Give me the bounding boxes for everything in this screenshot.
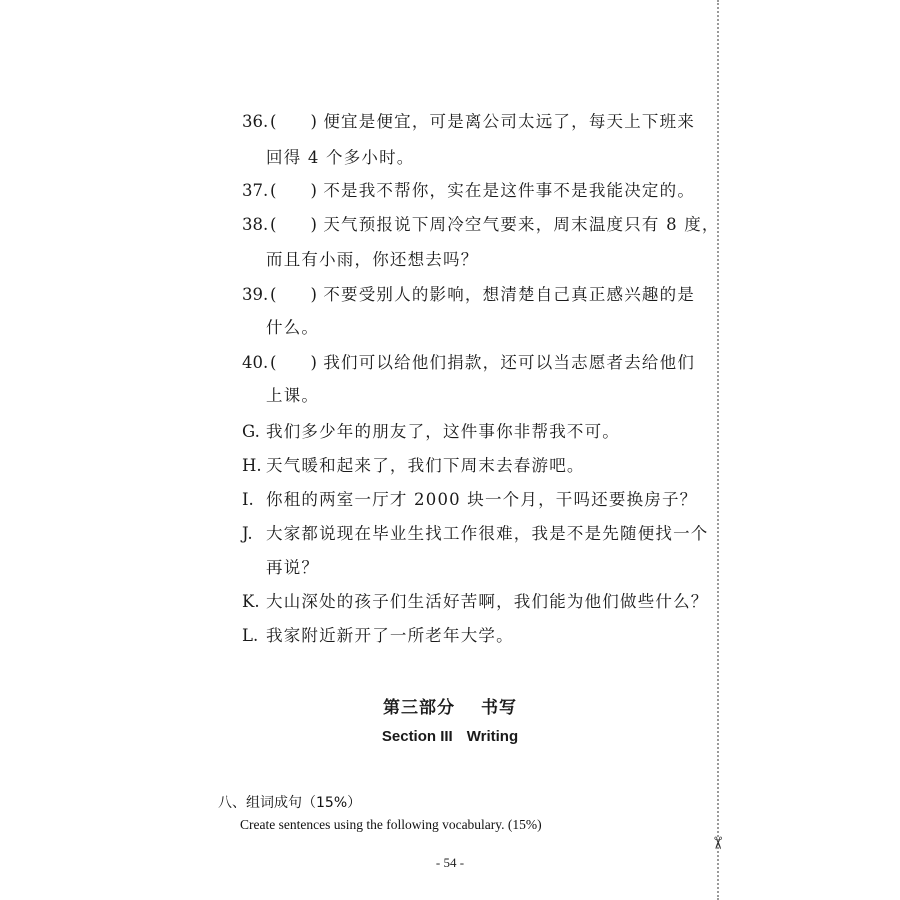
question-37 bbox=[242, 180, 695, 202]
option-l bbox=[242, 625, 514, 647]
question-40-continued: 上课。 bbox=[266, 386, 320, 405]
option-j-continued: 再说？ bbox=[266, 558, 320, 577]
option-text: 我家附近新开了一所老年大学。 bbox=[266, 626, 514, 645]
task-title: 八、组词成句（15%） bbox=[218, 795, 362, 811]
question-text: 便宜是便宜，可是离公司太远了，每天上下班来 bbox=[323, 112, 696, 131]
question-text: 我们可以给他们捐款，还可以当志愿者去给他们 bbox=[323, 353, 696, 372]
option-h bbox=[242, 455, 585, 477]
answer-blank[interactable]: ( ) bbox=[270, 112, 317, 131]
question-38-continued: 而且有小雨，你还想去吗？ bbox=[266, 250, 479, 269]
option-i bbox=[242, 489, 697, 511]
answer-blank[interactable]: ( ) bbox=[270, 285, 317, 304]
question-number: 40. bbox=[242, 353, 269, 372]
section-name-label: 书写 bbox=[481, 698, 517, 718]
option-letter: L. bbox=[242, 626, 259, 645]
section-part-label: 第三部分 bbox=[383, 698, 455, 718]
question-number: 38. bbox=[242, 215, 269, 234]
option-k bbox=[242, 591, 709, 613]
option-letter: J. bbox=[242, 524, 253, 543]
task-description: Create sentences using the following vocabulary. (15%) bbox=[240, 817, 542, 832]
dotted-cut-line bbox=[717, 0, 719, 900]
question-number: 36. bbox=[242, 112, 269, 131]
question-39 bbox=[242, 284, 695, 306]
scissors-icon: ✂ bbox=[707, 835, 727, 851]
question-number: 37. bbox=[242, 181, 269, 200]
option-letter: H. bbox=[242, 456, 262, 475]
option-text: 天气暖和起来了，我们下周末去春游吧。 bbox=[266, 456, 585, 475]
section-part-label-en: Section III bbox=[381, 728, 453, 745]
option-text: 你租的两室一厅才 2000 块一个月，干吗还要换房子？ bbox=[266, 490, 698, 509]
option-letter: K. bbox=[242, 592, 260, 611]
question-text: 不要受别人的影响，想清楚自己真正感兴趣的是 bbox=[323, 285, 696, 304]
section-heading-chinese bbox=[0, 693, 900, 718]
question-40 bbox=[242, 352, 695, 374]
question-38 bbox=[242, 214, 720, 236]
page-number: - 54 - bbox=[435, 855, 465, 870]
question-number: 39. bbox=[242, 285, 269, 304]
option-g bbox=[242, 421, 620, 443]
answer-blank[interactable]: ( ) bbox=[270, 353, 317, 372]
option-letter: G. bbox=[242, 422, 260, 441]
question-39-continued: 什么。 bbox=[266, 318, 320, 337]
section-heading-english bbox=[0, 728, 900, 745]
question-text: 不是我不帮你，实在是这件事不是我能决定的。 bbox=[323, 181, 696, 200]
option-letter: I. bbox=[242, 490, 254, 509]
answer-blank[interactable]: ( ) bbox=[270, 215, 317, 234]
question-36 bbox=[242, 111, 695, 133]
question-text: 天气预报说下周冷空气要来，周末温度只有 8 度， bbox=[323, 215, 720, 234]
section-name-label-en: Writing bbox=[466, 728, 519, 745]
option-text: 我们多少年的朋友了，这件事你非帮我不可。 bbox=[266, 422, 620, 441]
question-36-continued: 回得 4 个多小时。 bbox=[266, 148, 415, 167]
option-j bbox=[242, 523, 709, 545]
option-text: 大家都说现在毕业生找工作很难，我是不是先随便找一个 bbox=[266, 524, 709, 543]
option-text: 大山深处的孩子们生活好苦啊，我们能为他们做些什么？ bbox=[266, 592, 709, 611]
answer-blank[interactable]: ( ) bbox=[270, 181, 317, 200]
